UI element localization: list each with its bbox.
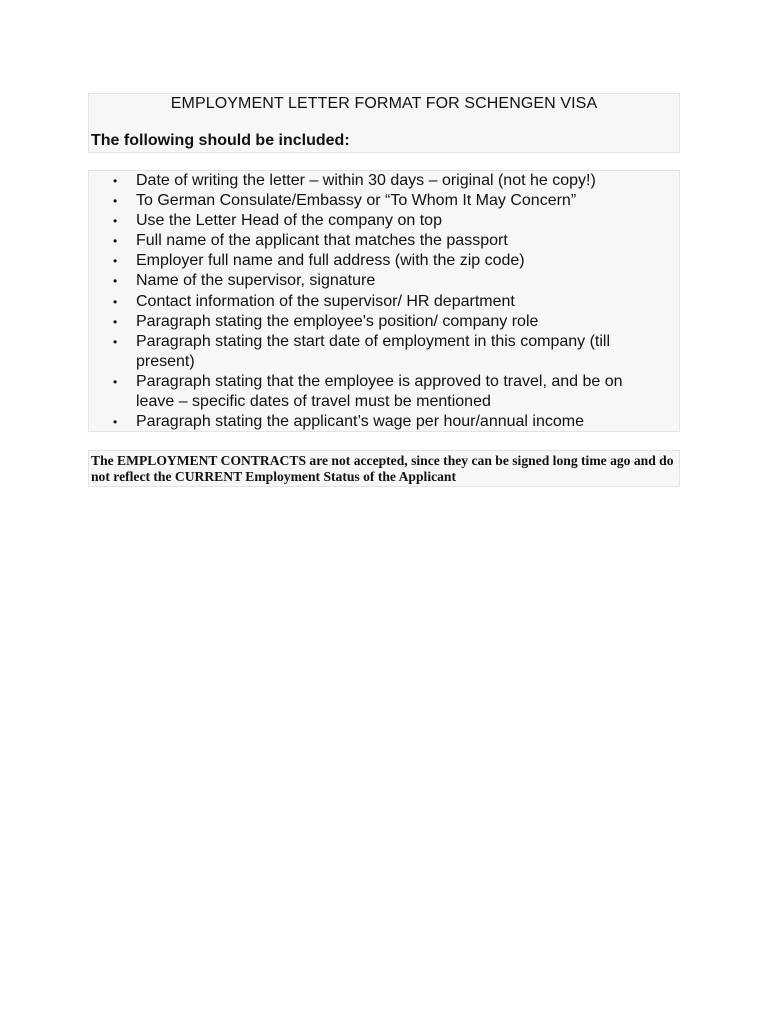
list-item xyxy=(89,211,679,231)
bullet-icon: • xyxy=(113,415,118,430)
list-item-text: Paragraph stating the employee's position/ company role xyxy=(136,312,539,330)
bullet-icon: • xyxy=(113,374,118,389)
list-item-text: Name of the supervisor, signature xyxy=(136,272,376,290)
list-item-text: Use the Letter Head of the company on top xyxy=(136,212,442,230)
list-item-text: Paragraph stating that the employee is approved to travel, and be on leave – specific dates of travel must be mentioned xyxy=(136,372,623,411)
bullet-icon: • xyxy=(113,294,118,309)
header-section xyxy=(88,93,680,153)
note-section xyxy=(88,450,680,487)
document-subtitle: The following should be included: xyxy=(91,132,350,149)
list-item-text: Paragraph stating the start date of employment in this company (till present) xyxy=(136,332,611,370)
bullet-icon: • xyxy=(113,174,118,188)
list-item xyxy=(89,292,679,312)
list-item-text: Full name of the applicant that matches the passport xyxy=(136,232,508,250)
list-item xyxy=(89,332,679,372)
bullet-icon: • xyxy=(113,274,118,289)
list-item-text: Paragraph stating the applicant’s wage per hour/annual income xyxy=(136,413,584,431)
list-item-text: Employer full name and full address (with the zip code) xyxy=(136,252,525,270)
bullet-icon: • xyxy=(113,254,118,269)
list-item-text: Date of writing the letter – within 30 days – original (not he copy!) xyxy=(136,172,596,189)
bullet-icon: • xyxy=(113,334,118,349)
bullet-icon: • xyxy=(113,234,118,249)
list-item xyxy=(89,412,679,432)
bullet-icon: • xyxy=(113,214,118,229)
list-item xyxy=(89,231,679,251)
requirements-section xyxy=(88,170,680,432)
document-title: EMPLOYMENT LETTER FORMAT FOR SCHENGEN VISA xyxy=(170,95,598,112)
list-item xyxy=(89,191,679,211)
list-item xyxy=(89,372,679,412)
requirements-list xyxy=(89,171,679,432)
list-item-text: To German Consulate/Embassy or “To Whom It May Concern” xyxy=(136,192,577,210)
list-item xyxy=(89,312,679,332)
bullet-icon: • xyxy=(113,314,118,329)
list-item xyxy=(89,271,679,291)
contracts-note: The EMPLOYMENT CONTRACTS are not accepted, since they can be signed long time ago and do not reflect the CURRENT Employment Status of the Applicant xyxy=(91,453,674,484)
list-item xyxy=(89,171,679,191)
bullet-icon: • xyxy=(113,194,118,209)
list-item-text: Contact information of the supervisor/ HR department xyxy=(136,292,515,310)
list-item xyxy=(89,251,679,271)
